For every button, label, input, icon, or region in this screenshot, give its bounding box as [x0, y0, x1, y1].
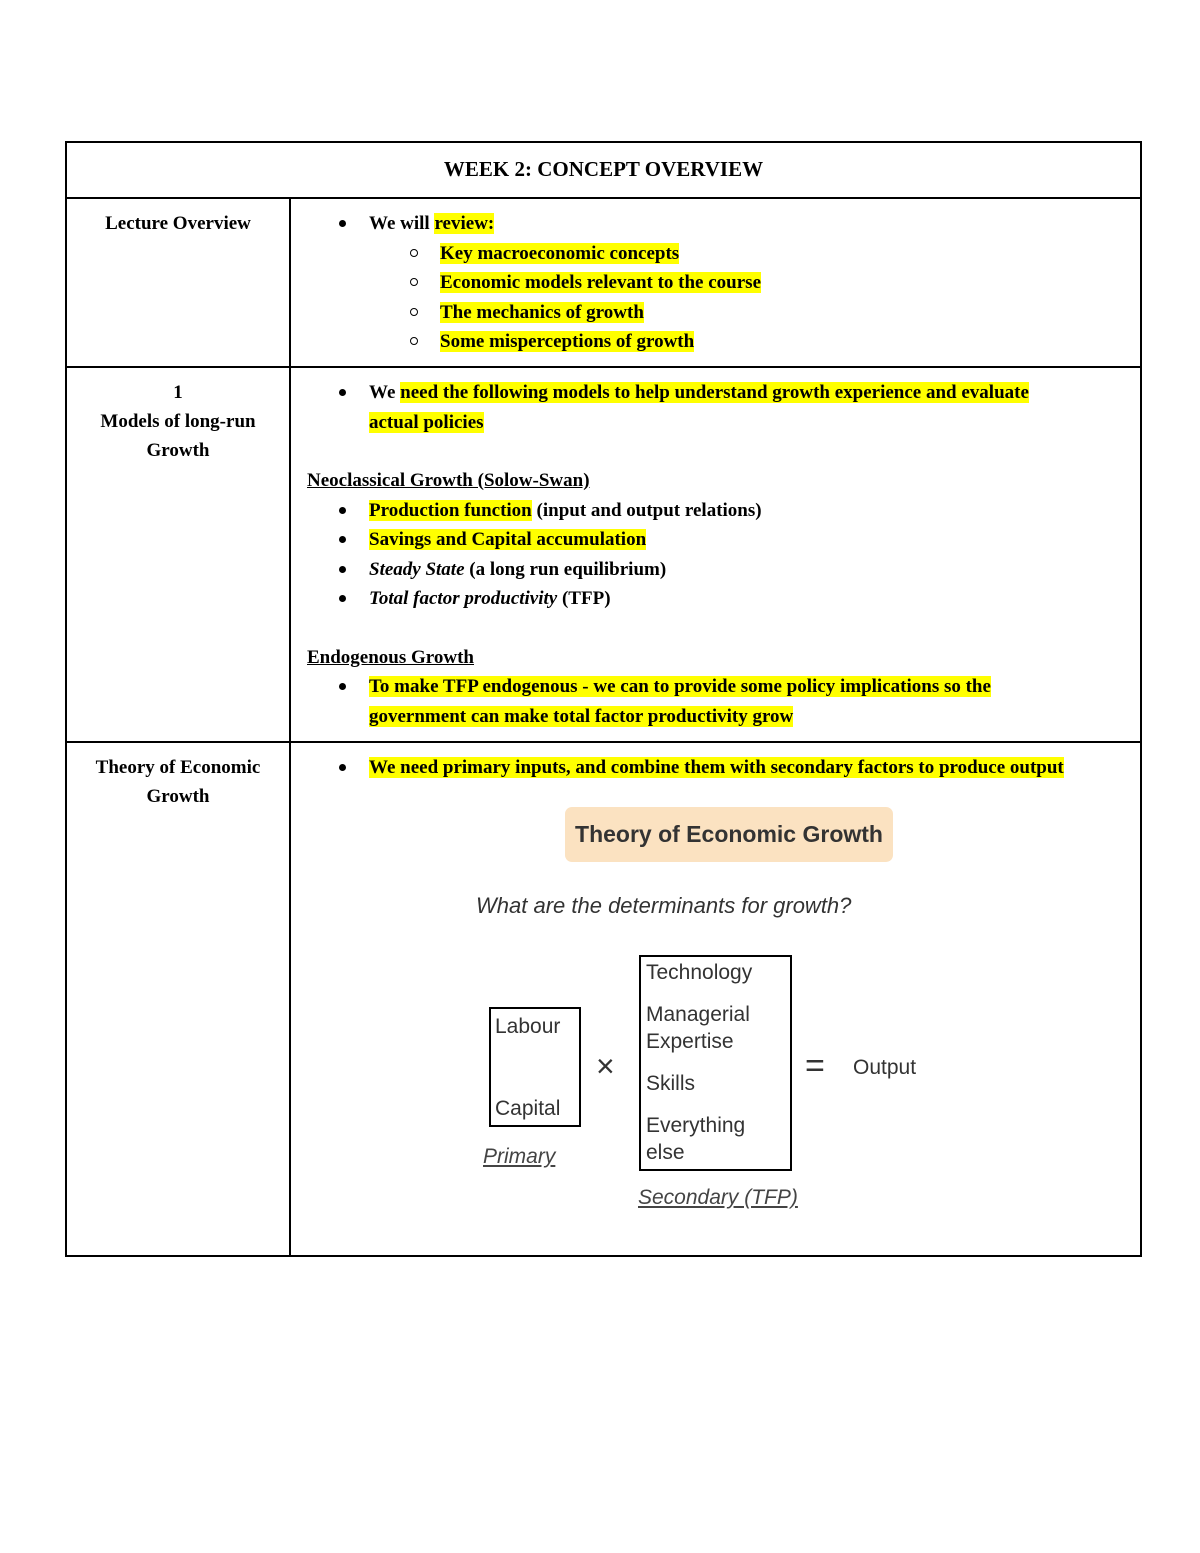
row-label	[67, 378, 289, 465]
bullet-item	[299, 584, 1130, 614]
bullet-item	[299, 525, 1130, 555]
row-content	[299, 753, 1130, 783]
row-label-line: Models of long-run	[100, 411, 256, 432]
row-label-line: Theory of Economic	[95, 757, 261, 778]
row-label	[67, 753, 289, 811]
secondary-item: Everything	[646, 1114, 746, 1137]
output-label: Output	[853, 1056, 917, 1079]
equals-icon: =	[805, 1047, 825, 1085]
section-heading-neoclassical: Neoclassical Growth (Solow-Swan)	[307, 470, 590, 491]
sub-bullet-text: Key macroeconomic concepts	[440, 242, 680, 264]
section-heading-endogenous: Endogenous Growth	[307, 646, 475, 668]
bullet-text-highlight: government can make total factor productivity grow	[369, 705, 794, 727]
sub-bullet-text: Some misperceptions of growth	[440, 331, 695, 352]
row-models-long-run-growth	[67, 366, 1140, 743]
bullet-item	[299, 672, 1130, 731]
sub-bullet-item	[299, 298, 1130, 328]
bullet-text: (a long run equilibrium)	[464, 558, 667, 580]
bullet-text-highlight: actual policies	[369, 411, 484, 433]
row-label: Lecture Overview	[105, 213, 251, 234]
sub-bullet-item	[299, 327, 1130, 357]
bullet-item	[299, 555, 1130, 585]
secondary-item: Managerial	[646, 1003, 750, 1026]
bullet-item	[299, 753, 1130, 783]
bullet-text-highlight: need the following models to help understand growth experience and evaluate	[400, 382, 1029, 403]
primary-labour: Labour	[495, 1015, 561, 1038]
primary-capital: Capital	[495, 1097, 561, 1120]
bullet-text: (input and output relations)	[531, 499, 762, 521]
bullet-text: We	[369, 382, 401, 403]
row-label-line: Growth	[146, 440, 210, 461]
row-lecture-overview	[67, 197, 1140, 366]
sub-bullet-item	[299, 268, 1130, 298]
sub-bullet-item	[299, 239, 1130, 269]
secondary-item: Skills	[646, 1072, 696, 1095]
row-content	[299, 378, 1130, 731]
bullet-text-highlight: To make TFP endogenous - we can to provide some policy implications so the	[369, 676, 991, 697]
bullet-text-italic: Total factor productivity	[369, 588, 558, 609]
secondary-item: else	[646, 1141, 685, 1164]
row-number: 1	[173, 382, 183, 403]
primary-caption: Primary	[483, 1145, 556, 1168]
sub-bullet-text: The mechanics of growth	[440, 301, 644, 323]
diagram-question: What are the determinants for growth?	[476, 893, 852, 918]
secondary-item: Technology	[646, 961, 753, 984]
bullet-item	[299, 496, 1130, 526]
row-label-line: Growth	[146, 786, 210, 807]
secondary-item: Expertise	[646, 1030, 734, 1053]
diagram-title-badge: Theory of Economic Growth	[565, 807, 893, 862]
bullet-text-highlight: We need primary inputs, and combine them with secondary factors to produce output	[369, 757, 1064, 778]
bullet-text-highlight: Production function	[369, 499, 532, 521]
bullet-text-italic: Steady State	[369, 558, 465, 580]
bullet-text: We will	[369, 213, 435, 234]
row-content	[299, 209, 1130, 357]
multiply-icon: ×	[596, 1048, 615, 1084]
table-title: WEEK 2: CONCEPT OVERVIEW	[443, 157, 764, 181]
bullet-item	[299, 378, 1130, 437]
concept-table	[65, 141, 1142, 1257]
bullet-item	[299, 209, 1130, 239]
sub-bullet-text: Economic models relevant to the course	[440, 272, 762, 293]
secondary-caption: Secondary (TFP)	[638, 1186, 798, 1209]
bullet-text-highlight: review:	[434, 213, 495, 234]
bullet-text: (TFP)	[557, 588, 611, 609]
bullet-text-highlight: Savings and Capital accumulation	[369, 529, 647, 550]
